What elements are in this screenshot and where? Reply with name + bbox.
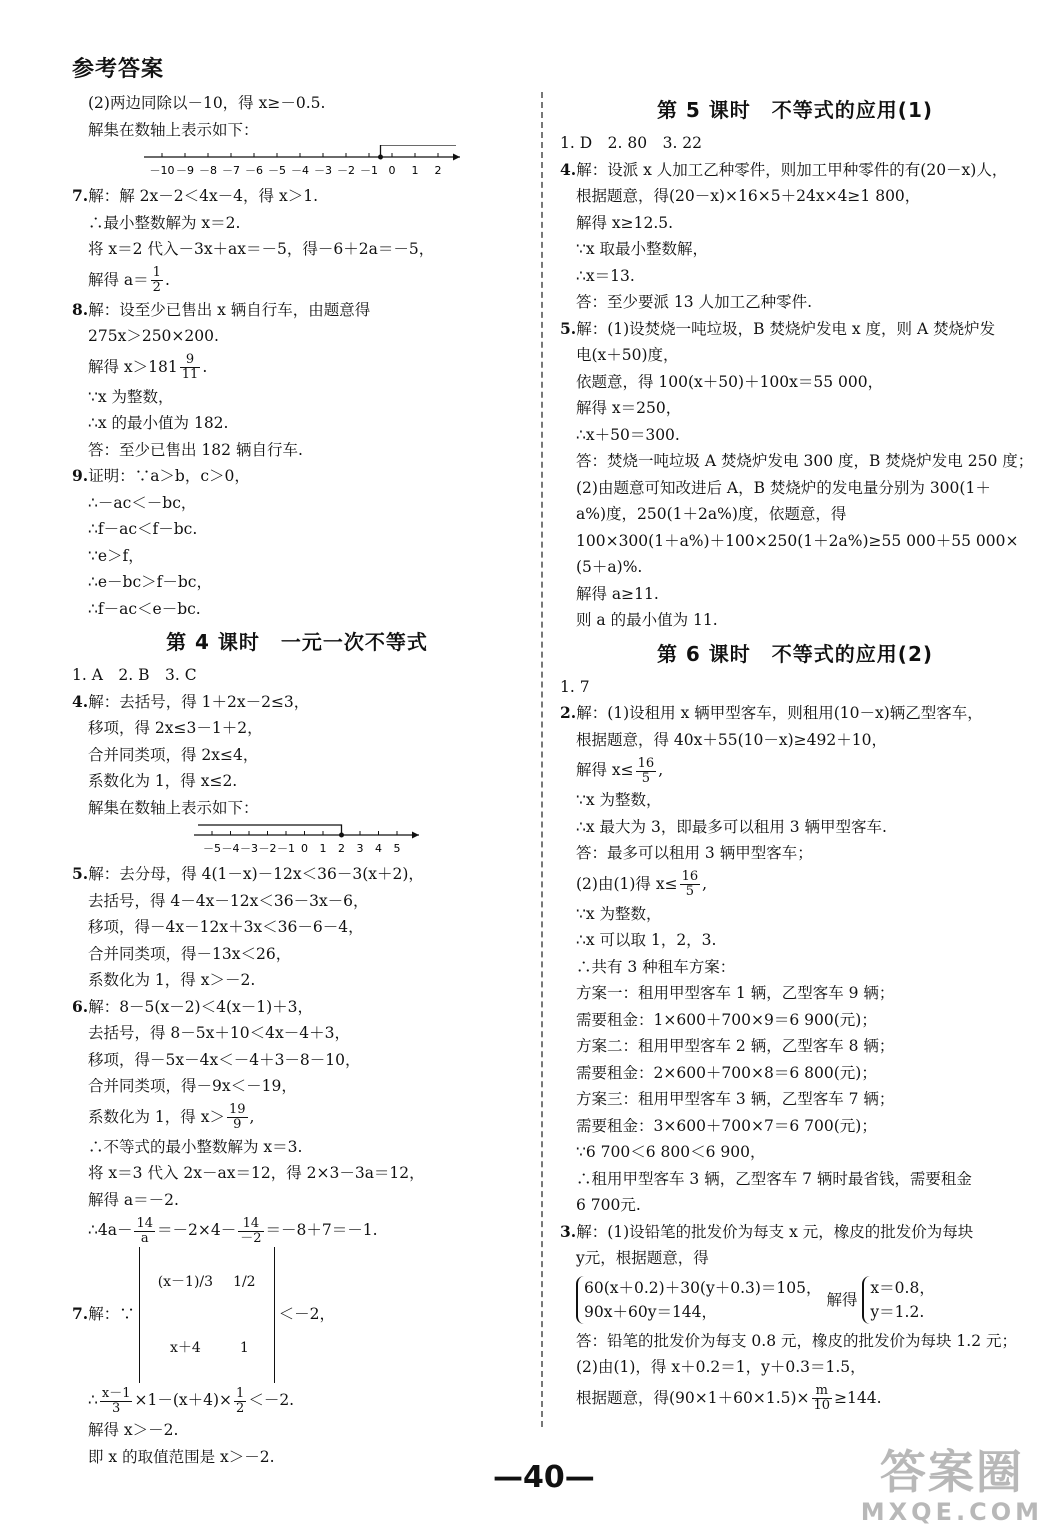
answer-line: ∵e＞f，: [88, 546, 144, 565]
answer-line: 去括号，得 4－4x－12x＜36－3x－6，: [88, 891, 369, 910]
answer-line: 答：最多可以租用 3 辆甲型客车；: [576, 844, 813, 862]
answer-line: 解集在数轴上表示如下：: [88, 798, 259, 817]
answer-line: (2)由题意可知改进后 A，B 焚烧炉的发电量分别为 300(1＋: [576, 478, 991, 497]
answer-line: 去括号，得 8－5x＋10＜4x－4＋3，: [88, 1024, 350, 1042]
axis-tick-label: －3: [314, 164, 332, 177]
answer-line: 解：8－5(x－2)＜4(x－1)＋3，: [88, 997, 314, 1016]
answer-line: 答：铅笔的批发价为每支 0.8 元，橡皮的批发价为每块 1.2 元；: [576, 1331, 1018, 1350]
answer-line: 解：去分母，得 4(1－x)－12x＜36－3(x＋2)，: [88, 865, 424, 883]
axis-tick-label: －3: [240, 842, 258, 855]
boundary-point: [378, 155, 383, 160]
answer-line: 解得 x≥12.5.: [576, 213, 674, 232]
answer-line: ∴f－ac＜e－bc.: [88, 599, 201, 618]
answer-line: a%)度，250(1＋2a%)度，依题意，得: [576, 505, 847, 523]
answer-line: 依题意，得 100(x＋50)＋100x＝55 000，: [576, 372, 884, 391]
fraction: $\frac{1}{2}$: [236, 1385, 245, 1416]
answer-line: 答：焚烧一吨垃圾 A 焚烧炉发电 300 度，B 焚烧炉发电 250 度；: [576, 452, 1034, 470]
axis-tick-label: －9: [176, 164, 194, 177]
question-number: 9.: [72, 466, 89, 485]
answer-line: 1. A 2. B 3. C: [72, 666, 197, 684]
axis-tick-label: 2: [434, 164, 442, 177]
fraction: $\frac{14}{a}$: [136, 1215, 154, 1246]
answer-line: ∵x 为整数，: [88, 387, 174, 406]
answer-line: 解：解 2x－2＜4x－4，得 x＞1.: [88, 187, 319, 205]
answer-line: ∴x 可以取 1，2，3.: [576, 931, 717, 949]
answer-line: ∴ $\frac{x-1}{3}$ ×1－(x＋4)× $\frac{1}{2}$ ＜－2.: [88, 1385, 295, 1416]
answer-line: ∵x 为整数，: [576, 904, 662, 923]
answer-line: 合并同类项，得－13x＜26，: [88, 944, 292, 963]
answer-line: ∵6 700＜6 800＜6 900，: [576, 1143, 766, 1161]
answer-line: 解：∵: [88, 1305, 135, 1323]
axis-tick-label: －2: [258, 842, 277, 855]
answer-line: ∴x＝13.: [576, 266, 635, 285]
answer-line: 解：去括号，得 1＋2x－2≤3，: [88, 692, 310, 711]
answer-line: ∴f－ac＜f－bc.: [88, 520, 198, 538]
axis-tick-label: 0: [388, 164, 396, 177]
answer-line: 100×300(1＋a%)＋100×250(1＋2a%)≥55 000＋55 000×: [576, 531, 1019, 550]
column-divider: [541, 92, 543, 1427]
answer-line: 根据题意，得 40x＋55(10－x)≥492＋10，: [576, 730, 887, 749]
answer-line: 根据题意，得(90×1＋60×1.5)× $\frac{m}{10}$ ≥144.: [576, 1383, 882, 1413]
fraction: $\frac{m}{10}$: [813, 1383, 831, 1413]
answer-line: 将 x＝3 代入 2x－ax＝12，得 2×3－3a＝12，: [88, 1164, 425, 1182]
answer-line: 证明：∵a＞b，c＞0，: [88, 467, 250, 485]
answer-line: 解得 x＞－2.: [88, 1421, 179, 1439]
fraction: $\frac{x-1}{3}$: [101, 1385, 131, 1416]
answer-line: (2)由(1)得 x≤ $\frac{16}{5}$ ,: [576, 869, 708, 899]
answer-line: 解得 a＝－2.: [88, 1190, 179, 1209]
axis-tick-label: －8: [199, 164, 217, 177]
boundary-point: [339, 833, 344, 838]
axis-tick-label: 1: [319, 842, 327, 855]
answer-line: 解：设至少已售出 x 辆自行车，由题意得: [88, 300, 371, 319]
number-line-1: [72, 145, 522, 181]
section-title: 第 5 课时 不等式的应用(1): [656, 98, 934, 122]
answer-line: 解：设派 x 人加工乙种零件，则加工甲种零件的有(20－x)人，: [576, 160, 1008, 179]
answer-line: 需要租金：2×600＋700×8＝6 800(元)；: [576, 1063, 877, 1082]
question-number: 2.: [560, 703, 577, 722]
answer-line: ∴4a－ $\frac{14}{a}$ ＝－2×4－ $\frac{14}{-2}$ ＝－8＋7＝－1.: [88, 1215, 378, 1246]
watermark-logo: 答案圈 MXQE.COM: [860, 1445, 1043, 1526]
section-title: 第 6 课时 不等式的应用(2): [656, 641, 934, 666]
left-column: (2)两边同除以－10，得 x≥－0.5. 解集在数轴上表示如下： －10 －9 －8 －7 －6 －5 －4 －3 －2 －1 0 1 2 7.解：解 2x－2＜4x－4，得 x＞1. ∴最小整数解为 x＝2. 将 x＝2 代入－3x＋ax＝－5，得－6＋2a＝－5， 解得 a＝ $\frac{1}{2}$ . 8.解：设至少已售出 x 辆自行车，由题意得 275x＞250×200. 解得 x＞181 $\frac{9}{11}$ . ∵x 为整数， ∴x 的最小值为 182. 答：至少已售出 182 辆自行车. 9.证明：∵a＞b，c＞0， ∴－ac＜－bc， ∴f－ac＜f－bc. ∵e＞f， ∴e－bc＞f－bc， ∴f－ac＜e－bc. 第 4 课时 一元一次不等式 1. A 2. B 3. C 4.解：去括号，得 1＋2x－2≤3， 移项，得 2x≤3－1＋2， 合并同类项，得 2x≤4， 系数化为 1，得 x≤2. 解集在数轴上表示如下： －5 －4 －3 －2 －1 0 1 2 3 4 5 5.解：去分母，得 4(1－x)－12x＜36－3(x＋2)， 去括号，得 4－4x－12x＜36－3x－6， 移项，得－4x－12x＋3x＜36－6－4， 合并同类项，得－13x＜26， 系数化为 1，得 x＞－2. 6.解：8－5(x－2)＜4(x－1)＋3， 去括号，得 8－5x＋10＜4x－4＋3， 移项，得－5x－4x＜－4＋3－8－10， 合并同类项，得－9x＜－19， 系数化为 1，得 x＞ $\frac{19}{9}$ , ∴不等式的最小整数解为 x＝3. 将 x＝3 代入 2x－ax＝12，得 2×3－3a＝12， 解得 a＝－2. ∴4a－ $\frac{14}{a}$ ＝－2×4－ $\frac{14}{-2}$ ＝－8＋7＝－1. 7.解：∵ (x－1)/3 1/2 x＋4 1 ＜－2， ∴ $\frac{x-1}{3}$ ×1－(x＋4)× $\frac{1}{2}$ ＜－2. 解得 x＞－2. 即 x 的取值范围是 x＞－2.: [72, 90, 522, 1470]
axis-tick-label: －2: [337, 164, 355, 177]
axis-tick-label: 0: [301, 842, 308, 855]
answer-line: ∵x 为整数，: [576, 791, 662, 809]
answer-line: 将 x＝2 代入－3x＋ax＝－5，得－6＋2a＝－5，: [88, 240, 435, 258]
axis-tick-label: －4: [291, 164, 309, 177]
question-number: 5.: [72, 864, 89, 883]
question-number: 7.: [72, 186, 89, 205]
answer-line: 答：至少要派 13 人加工乙种零件.: [576, 293, 813, 311]
axis-tick-label: －5: [268, 164, 286, 177]
axis-tick-label: 1: [411, 164, 419, 177]
answer-line: (2)两边同除以－10，得 x≥－0.5.: [88, 94, 326, 112]
answer-line: 移项，得 2x≤3－1＋2，: [88, 719, 263, 737]
question-number: 4.: [560, 159, 577, 179]
determinant: (x－1)/3 1/2 x＋4 1: [139, 1247, 275, 1383]
answer-line: 解得 x＝250，: [576, 399, 682, 417]
fraction: $\frac{1}{2}$: [152, 265, 161, 295]
answer-line: (5＋a)%.: [576, 558, 643, 576]
answer-line: 解集在数轴上表示如下：: [88, 120, 259, 139]
fraction: $\frac{9}{11}$: [181, 352, 199, 382]
answer-line: 合并同类项，得－9x＜－19，: [88, 1077, 297, 1095]
answer-line: 解：(1)设租用 x 辆甲型客车，则租用(10－x)辆乙型客车，: [576, 704, 983, 722]
answer-line: 答：至少已售出 182 辆自行车.: [88, 440, 303, 459]
answer-line: ∴x 的最小值为 182.: [88, 414, 229, 432]
answer-line: 需要租金：3×600＋700×7＝6 700(元)；: [576, 1116, 877, 1135]
page-header: 参考答案: [72, 57, 165, 82]
page-number: —40—: [493, 1460, 595, 1495]
axis-tick-label: －7: [222, 164, 240, 177]
axis-tick-label: －10: [149, 164, 175, 177]
answer-line: (2)由(1)，得 x＋0.2＝1，y＋0.3＝1.5，: [576, 1358, 866, 1376]
answer-line: 则 a 的最小值为 11.: [576, 611, 718, 629]
system-solution: x＝0.8， y＝1.2.: [862, 1276, 934, 1324]
question-number: 3.: [560, 1221, 577, 1241]
question-number: 6.: [72, 996, 89, 1016]
answer-line: 电(x＋50)度，: [576, 346, 679, 364]
answer-line: ∴x＋50＝300.: [576, 425, 680, 444]
axis-tick-label: －1: [277, 842, 295, 855]
answer-line: 解得 a＝ $\frac{1}{2}$ .: [88, 265, 170, 295]
answer-line: y元，根据题意，得: [576, 1249, 709, 1267]
answer-line: ∴租用甲型客车 3 辆，乙型客车 7 辆时最省钱，需要租金: [576, 1169, 972, 1188]
answer-line: ∴－ac＜－bc，: [88, 493, 197, 512]
axis-tick-label: －6: [245, 164, 263, 177]
answer-line: 需要租金：1×600＋700×9＝6 900(元)；: [576, 1010, 877, 1029]
answer-line: 6 700元.: [576, 1196, 641, 1214]
right-column: [560, 90, 1034, 1415]
axis-tick-label: －4: [221, 842, 240, 855]
axis-tick-label: －1: [360, 164, 378, 177]
number-line-2: [72, 823, 522, 859]
answer-line: 移项，得－5x－4x＜－4＋3－8－10，: [88, 1050, 361, 1069]
question-number: 8.: [72, 299, 89, 319]
answer-line: 移项，得－4x－12x＋3x＜36－6－4，: [88, 918, 364, 936]
axis-tick-label: 5: [393, 842, 401, 855]
answer-line: 275x＞250×200.: [88, 327, 219, 345]
equation-system: 60(x＋0.2)＋30(y＋0.3)＝105， 90x＋60y＝144， 解得 x＝0.8， y＝1.2.: [560, 1276, 1030, 1324]
question-number: 5.: [560, 318, 577, 338]
answer-line: 解得 a≥11.: [576, 584, 659, 603]
answer-line: 解得 x＞181 $\frac{9}{11}$ .: [88, 352, 208, 382]
answer-line: 解得 x≤ $\frac{16}{5}$ ,: [576, 755, 664, 786]
axis-tick-label: 4: [375, 842, 382, 855]
answer-line: 1. D 2. 80 3. 22: [560, 134, 703, 152]
answer-line: 合并同类项，得 2x≤4，: [88, 745, 259, 764]
answer-line: 即 x 的取值范围是 x＞－2.: [88, 1447, 275, 1466]
answer-line: ∴共有 3 种租车方案：: [576, 957, 736, 976]
answer-line: 方案三：租用甲型客车 3 辆，乙型客车 7 辆；: [576, 1090, 895, 1108]
answer-line: 系数化为 1，得 x＞ $\frac{19}{9}$ ,: [88, 1102, 255, 1132]
answer-line: ∴x 最大为 3，即最多可以租用 3 辆甲型客车.: [576, 817, 887, 836]
answer-line: 方案二：租用甲型客车 2 辆，乙型客车 8 辆；: [576, 1037, 895, 1055]
axis-arrow: [412, 832, 419, 839]
question-number: 7.: [72, 1304, 89, 1323]
answer-line: ∴e－bc＞f－bc，: [88, 573, 212, 591]
answer-line: 解：(1)设铅笔的批发价为每支 x 元，橡皮的批发价为每块: [576, 1222, 974, 1241]
answer-line: 系数化为 1，得 x≤2.: [88, 772, 238, 790]
answer-line: ∴不等式的最小整数解为 x＝3.: [88, 1137, 303, 1156]
section-title: 第 4 课时 一元一次不等式: [166, 630, 428, 654]
question-number: 4.: [72, 691, 89, 711]
fraction: $\frac{19}{9}$: [228, 1102, 246, 1132]
answer-line: ∴最小整数解为 x＝2.: [88, 213, 241, 232]
axis-arrow: [453, 154, 460, 161]
answer-line: 解：(1)设焚烧一吨垃圾，B 焚烧炉发电 x 度，则 A 焚烧炉发: [576, 319, 996, 338]
answer-line: 方案一：租用甲型客车 1 辆，乙型客车 9 辆；: [576, 984, 895, 1002]
answer-line: ∵x 取最小整数解，: [576, 240, 709, 258]
axis-tick-label: 2: [338, 842, 345, 855]
answer-line: 系数化为 1，得 x＞－2.: [88, 971, 256, 989]
fraction: $\frac{14}{-2}$: [240, 1215, 262, 1246]
axis-tick-label: 3: [356, 842, 364, 855]
system-left: 60(x＋0.2)＋30(y＋0.3)＝105， 90x＋60y＝144，: [576, 1276, 822, 1324]
answer-line: 根据题意，得(20－x)×16×5＋24x×4≥1 800，: [576, 187, 921, 205]
solution-ray: [198, 825, 342, 835]
fraction: $\frac{16}{5}$: [681, 869, 699, 899]
answer-line: 1. 7: [560, 677, 590, 696]
fraction: $\frac{16}{5}$: [637, 755, 655, 786]
axis-tick-label: －5: [203, 842, 221, 855]
